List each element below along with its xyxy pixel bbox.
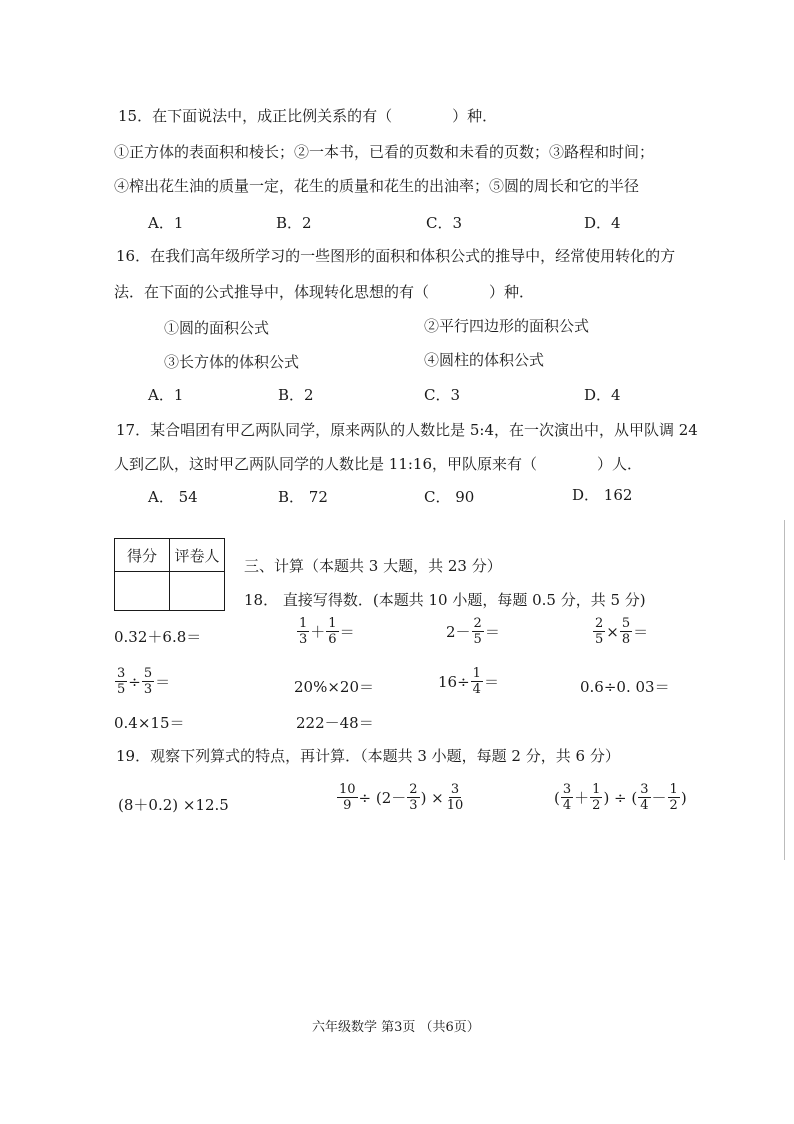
score-box [114, 538, 225, 611]
fraction: $\frac{2}{5}$ [473, 616, 482, 647]
q19-title: 19．观察下列算式的特点，再计算．（本题共 3 小题，每题 2 分，共 6 分） [116, 747, 620, 765]
q15-line2: ④榨出花生油的质量一定，花生的质量和花生的出油率；⑤圆的周长和它的半径 [114, 177, 640, 195]
fraction: $\frac{3}{10}$ [446, 782, 464, 813]
fraction: $\frac{5}{8}$ [621, 616, 631, 647]
q15-option-a: A．1 [148, 214, 184, 232]
fraction: $\frac{1}{2}$ [592, 782, 601, 813]
q18-expr-6: 20%×20＝ [294, 678, 374, 696]
q19-expr-1: (8＋0.2) ×12.5 [118, 796, 229, 814]
q18-expr-10: 222－48＝ [296, 714, 374, 732]
q18-expr-8: 0.6÷0. 03＝ [580, 678, 670, 696]
q19-expr-3: ( $\frac{3}{4}$ ＋ $\frac{1}{2}$ ) ÷ ( $\frac{3}{4}$ － $\frac{1}{2}$ ) [554, 782, 687, 813]
q16-option-a: A．1 [148, 386, 184, 404]
fraction: $\frac{2}{5}$ [595, 616, 604, 647]
q15-option-d: D．4 [584, 214, 621, 232]
q17-option-a: A． 54 [148, 488, 198, 506]
q17-stem-1: 17．某合唱团有甲乙两队同学，原来两队的人数比是 5:4，在一次演出中，从甲队调 24 [116, 421, 698, 439]
q16-option-b: B．2 [278, 386, 314, 404]
q16-stem-2: 法．在下面的公式推导中，体现转化思想的有（ ）种． [114, 283, 535, 301]
scan-edge-line [784, 520, 785, 860]
q15-line1: ①正方体的表面积和棱长；②一本书，已看的页数和未看的页数；③路程和时间； [114, 143, 655, 161]
fraction: $\frac{1}{3}$ [299, 616, 308, 647]
fraction: $\frac{1}{4}$ [472, 666, 481, 697]
q16-option-d: D．4 [584, 386, 621, 404]
q17-option-c: C． 90 [424, 488, 475, 506]
q17-stem-2: 人到乙队，这时甲乙两队同学的人数比是 11:16，甲队原来有（ ）人． [114, 455, 642, 473]
q18-title: 18． 直接写得数．(本题共 10 小题，每题 0.5 分，共 5 分) [244, 591, 646, 609]
fraction: $\frac{1}{6}$ [328, 616, 337, 647]
q17-option-d: D． 162 [572, 486, 633, 504]
q16-item-3: ③长方体的体积公式 [164, 353, 300, 371]
q15-stem: 15．在下面说法中，成正比例关系的有（ ）种． [118, 107, 498, 125]
q19-expr-2: $\frac{10}{9}$ ÷ (2－ $\frac{2}{3}$ ) × $\frac{3}{10}$ [339, 782, 464, 813]
q18-expr-9: 0.4×15＝ [114, 714, 185, 732]
score-cell[interactable] [115, 572, 170, 611]
fraction: $\frac{3}{4}$ [640, 782, 649, 813]
score-header: 得分 [115, 539, 170, 572]
fraction: $\frac{3}{4}$ [562, 782, 572, 813]
fraction: $\frac{3}{5}$ [117, 666, 126, 697]
q16-option-c: C．3 [424, 386, 461, 404]
page-footer: 六年级数学 第3页 （共6页） [312, 1020, 480, 1035]
q18-expr-4: $\frac{2}{5}$ × $\frac{5}{8}$ ＝ [595, 616, 649, 647]
q17-option-b: B． 72 [278, 488, 328, 506]
fraction: $\frac{2}{3}$ [409, 782, 418, 813]
fraction: $\frac{10}{9}$ [339, 782, 356, 813]
q15-option-c: C．3 [426, 214, 463, 232]
q18-expr-5: $\frac{3}{5}$ ÷ $\frac{5}{3}$ ＝ [117, 666, 171, 697]
q16-item-2: ②平行四边形的面积公式 [424, 317, 590, 335]
q16-item-4: ④圆柱的体积公式 [424, 351, 545, 369]
grader-header: 评卷人 [170, 539, 225, 572]
q18-expr-1: 0.32＋6.8＝ [114, 628, 202, 646]
q18-expr-2: $\frac{1}{3}$ ＋ $\frac{1}{6}$ ＝ [299, 616, 355, 647]
q16-stem-1: 16．在我们高年级所学习的一些图形的面积和体积公式的推导中，经常使用转化的方 [116, 247, 676, 265]
q18-expr-3: 2－ $\frac{2}{5}$ ＝ [446, 616, 500, 647]
q18-expr-7: 16÷ $\frac{1}{4}$ ＝ [438, 666, 499, 697]
section-3-title: 三、计算（本题共 3 大题，共 23 分） [244, 557, 502, 575]
fraction: $\frac{1}{2}$ [669, 782, 678, 813]
q16-item-1: ①圆的面积公式 [164, 319, 270, 337]
grader-cell[interactable] [170, 572, 225, 611]
fraction: $\frac{5}{3}$ [143, 666, 153, 697]
q15-option-b: B．2 [276, 214, 312, 232]
